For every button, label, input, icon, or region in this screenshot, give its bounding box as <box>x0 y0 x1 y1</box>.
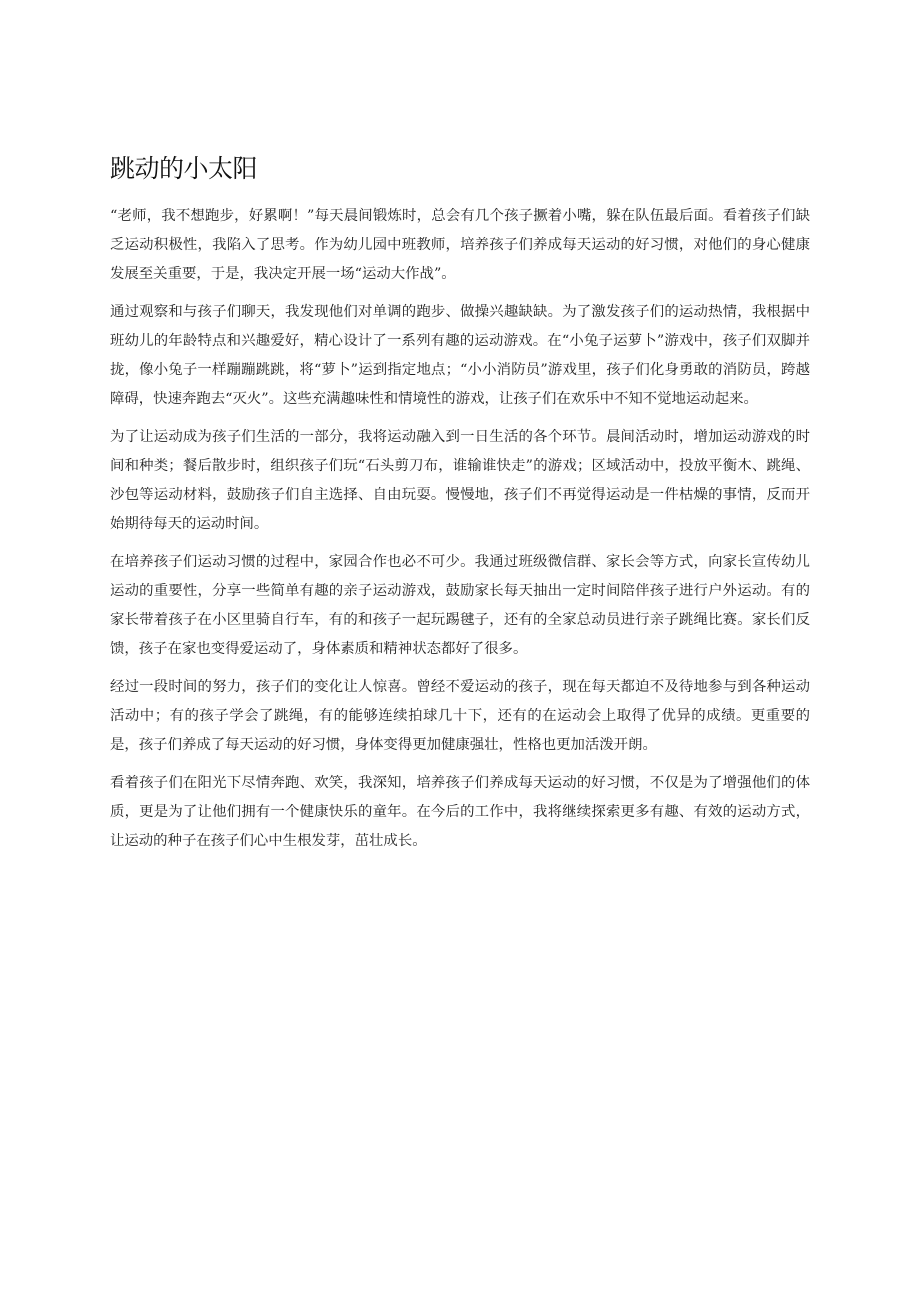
paragraph-2: 通过观察和与孩子们聊天，我发现他们对单调的跑步、做操兴趣缺缺。为了激发孩子们的运动热情，我根据中班幼儿的年龄特点和兴趣爱好，精心设计了一系列有趣的运动游戏。在“小兔子运萝卜”游戏中，孩子们双脚并拢，像小兔子一样蹦蹦跳跳，将“萝卜”运到指定地点；“小小消防员”游戏里，孩子们化身勇敢的消防员，跨越障碍，快速奔跑去“灭火”。这些充满趣味性和情境性的游戏，让孩子们在欢乐中不知不觉地运动起来。 <box>110 304 810 407</box>
paragraph-6: 看着孩子们在阳光下尽情奔跑、欢笑，我深知，培养孩子们养成每天运动的好习惯，不仅是为了增强他们的体质，更是为了让他们拥有一个健康快乐的童年。在今后的工作中，我将继续探索更多有趣、有效的运动方式，让运动的种子在孩子们心中生根发芽，茁壮成长。 <box>110 775 810 849</box>
document-title: 跳动的小太阳 <box>110 154 258 183</box>
document-body <box>110 150 810 865</box>
paragraph-4: 在培养孩子们运动习惯的过程中，家园合作也必不可少。我通过班级微信群、家长会等方式，向家长宣传幼儿运动的重要性，分享一些简单有趣的亲子运动游戏，鼓励家长每天抽出一定时间陪伴孩子进行户外运动。有的家长带着孩子在小区里骑自行车，有的和孩子一起玩踢毽子，还有的全家总动员进行亲子跳绳比赛。家长们反馈，孩子在家也变得爱运动了，身体素质和精神状态都好了很多。 <box>110 554 810 657</box>
paragraph-3: 为了让运动成为孩子们生活的一部分，我将运动融入到一日生活的各个环节。晨间活动时，增加运动游戏的时间和种类；餐后散步时，组织孩子们玩“石头剪刀布，谁输谁快走”的游戏；区域活动中，投放平衡木、跳绳、沙包等运动材料，鼓励孩子们自主选择、自由玩耍。慢慢地，孩子们不再觉得运动是一件枯燥的事情，反而开始期待每天的运动时间。 <box>110 429 810 532</box>
paragraph-5: 经过一段时间的努力，孩子们的变化让人惊喜。曾经不爱运动的孩子，现在每天都迫不及待地参与到各种运动活动中；有的孩子学会了跳绳，有的能够连续拍球几十下，还有的在运动会上取得了优异的成绩。更重要的是，孩子们养成了每天运动的好习惯，身体变得更加健康强壮，性格也更加活泼开朗。 <box>110 679 810 753</box>
paragraph-1: “老师，我不想跑步，好累啊！”每天晨间锻炼时，总会有几个孩子撅着小嘴，躲在队伍最后面。看着孩子们缺乏运动积极性，我陷入了思考。作为幼儿园中班教师，培养孩子们养成每天运动的好习惯，对他们的身心健康发展至关重要，于是，我决定开展一场“运动大作战”。 <box>110 208 810 282</box>
